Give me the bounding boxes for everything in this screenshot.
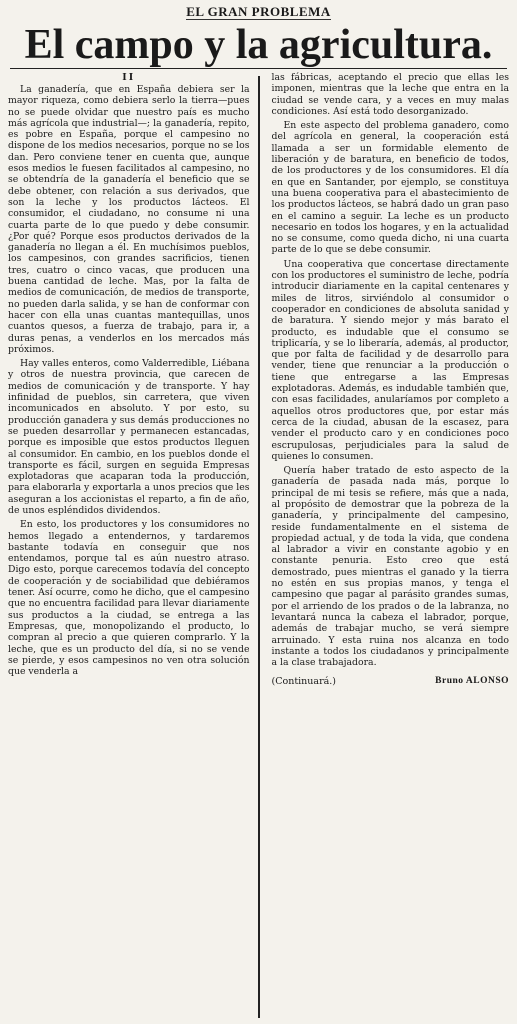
paragraph: En esto, los productores y los consumidores no hemos llegado a entendernos, y tardaremos bastante todavía en conseguir que nos entendamos, porque tal es aún nuestro atraso. Digo esto, porque carecemos todavía del concepto de cooperación y de sociabilidad que debiéramos tener. Así ocurre, como he dicho, que el campesino que no encuentra facilidad para llevar diariamente sus productos a la ciudad, se entrega a las Empresas, que, monopolizando el producto, lo compran al precio a que quieren comprarlo. Y la leche, que es un producto del día, si no se vende se pierde, y esos campesinos no ven otra solución que venderla a [8,519,250,678]
article-body [8,72,509,1018]
column-divider [258,76,260,1018]
paragraph: Hay valles enteros, como Valderredible, Liébana y otros de nuestra provincia, que carecen de medios de comunicación y de transporte. Y hay infinidad de pueblos, sin carretera, que viven incomunicados en absoluto. Y por esto, su producción ganadera y sus demás producciones no se pueden desarrollar y permanecen estancadas, porque es imposible que estos productos lleguen al consumidor. En cambio, en los pueblos donde el transporte es fácil, surgen en seguida Empresas explotadoras que acaparan toda la producción, para elaborarla y exportarla a unos precios que les aseguran a los accionistas el reparto, a fin de año, de unos espléndidos dividendos. [8,358,250,516]
paragraph: En este aspecto del problema ganadero, como del agrícola en general, la cooperación está llamada a ser un formidable elemento de liberación y de baratura, en beneficio de todos, de los productores y de los consumidores. El día en que en Santander, por ejemplo, se constituya una buena cooperativa para el abastecimiento de los productos lácteos, se habrá dado un gran paso en el camino a seguir. La leche es un producto necesario en todos los hogares, y en la actualidad no se consume, como queda dicho, ni una cuarta parte de lo que se debe consumir. [271,120,509,256]
article-headline: El campo y la agricultura. [24,22,493,68]
kicker-text: EL GRAN PROBLEMA [186,4,331,19]
author-signature: Bruno ALONSO [435,676,509,687]
headline-rule [10,68,507,69]
article-kicker [8,4,509,20]
paragraph: Quería haber tratado de esto aspecto de la ganadería de pasada nada más, porque lo principal de mi tesis se refiere, más que a nada, al propósito de demostrar que la pobreza de la ganadería, y principalmente del campesino, reside fundamentalmente en el sistema de propiedad actual, y de toda la vida, que condena al labrador a vivir en constante agobio y en constante penuria. Esto creo que está demostrado, pues mientras el ganado y la tierra no estén en sus propias manos, y tenga el campesino que pagar al parásito grandes sumas, por el arriendo de los prados o de la labranza, no levantará nunca la cabeza el labrador, porque, además de trabajar mucho, se verá siempre arruinado. Y esta ruina nos alcanza en todo instante a todos los ciudadanos y principalmente a la clase trabajadora. [271,465,509,669]
section-number: II [122,72,136,83]
continuation-note: (Continuará.) [271,676,337,688]
paragraph: Una cooperativa que concertase directamente con los productores el suministro de leche, podría introducir diariamente en la capital centenares y miles de litros, sirviéndolo al consumidor o cooperador en condiciones de absoluta sanidad y de baratura. Y siendo mejor y más barato el producto, es indudable que el consumo se triplicaría, y se lo liberaría, además, al productor, que por falta de facilidad y de desarrollo para vender, tiene que renunciar a la producción o tiene que entregarse a las Empresas explotadoras. Además, es indudable también que, con esas facilidades, anularíamos por completo a aquellos otros productores que, por estar más cerca de la ciudad, abusan de la escasez, para vender el producto caro y en condiciones poco escrupulosas, perjudiciales para la salud de quienes lo consumen. [271,258,509,462]
article-signoff [272,676,510,687]
paragraph: las fábricas, aceptando el precio que ellas les imponen, mientras que la leche que entra en la ciudad se vende cara, y a veces en muy malas condiciones. Así está todo desorganizado. [271,72,509,117]
paragraph: La ganadería, que en España debiera ser la mayor riqueza, como debiera serlo la tierra—pues no se puede olvidar que nuestro país es mucho más agrícola que industrial—; la ganadería, repito, es pobre en España, porque el campesino no dispone de los medios necesarios, porque no se los dan. Pero conviene tener en cuenta que, aunque esos medios le fuesen facilitados al campesino, no se obtendría de la ganadería el beneficio que se debe obtener, con relación a sus derivados, que son la leche y los productos lácteos. El consumidor, el ciudadano, no consume ni una cuarta parte de lo que puedo y debe consumir. ¿Por qué? Porque esos productos derivados de la ganadería no llegan a él. En muchísimos pueblos, los campesinos, con grandes sacrificios, tienen tres, cuatro o cinco vacas, que producen una buena cantidad de leche. Mas, por la falta de medios de comunicación, de medios de transporte, no pueden darla salida, y se han de conformar con hacer con ella unas cuantas mantequillas, unos cuantos quesos, a fuerza de trabajo, para ir, a duras penas, a venderlos en los mercados más próximos. [8,84,250,355]
right-column [264,72,510,1018]
left-column [8,72,254,1018]
